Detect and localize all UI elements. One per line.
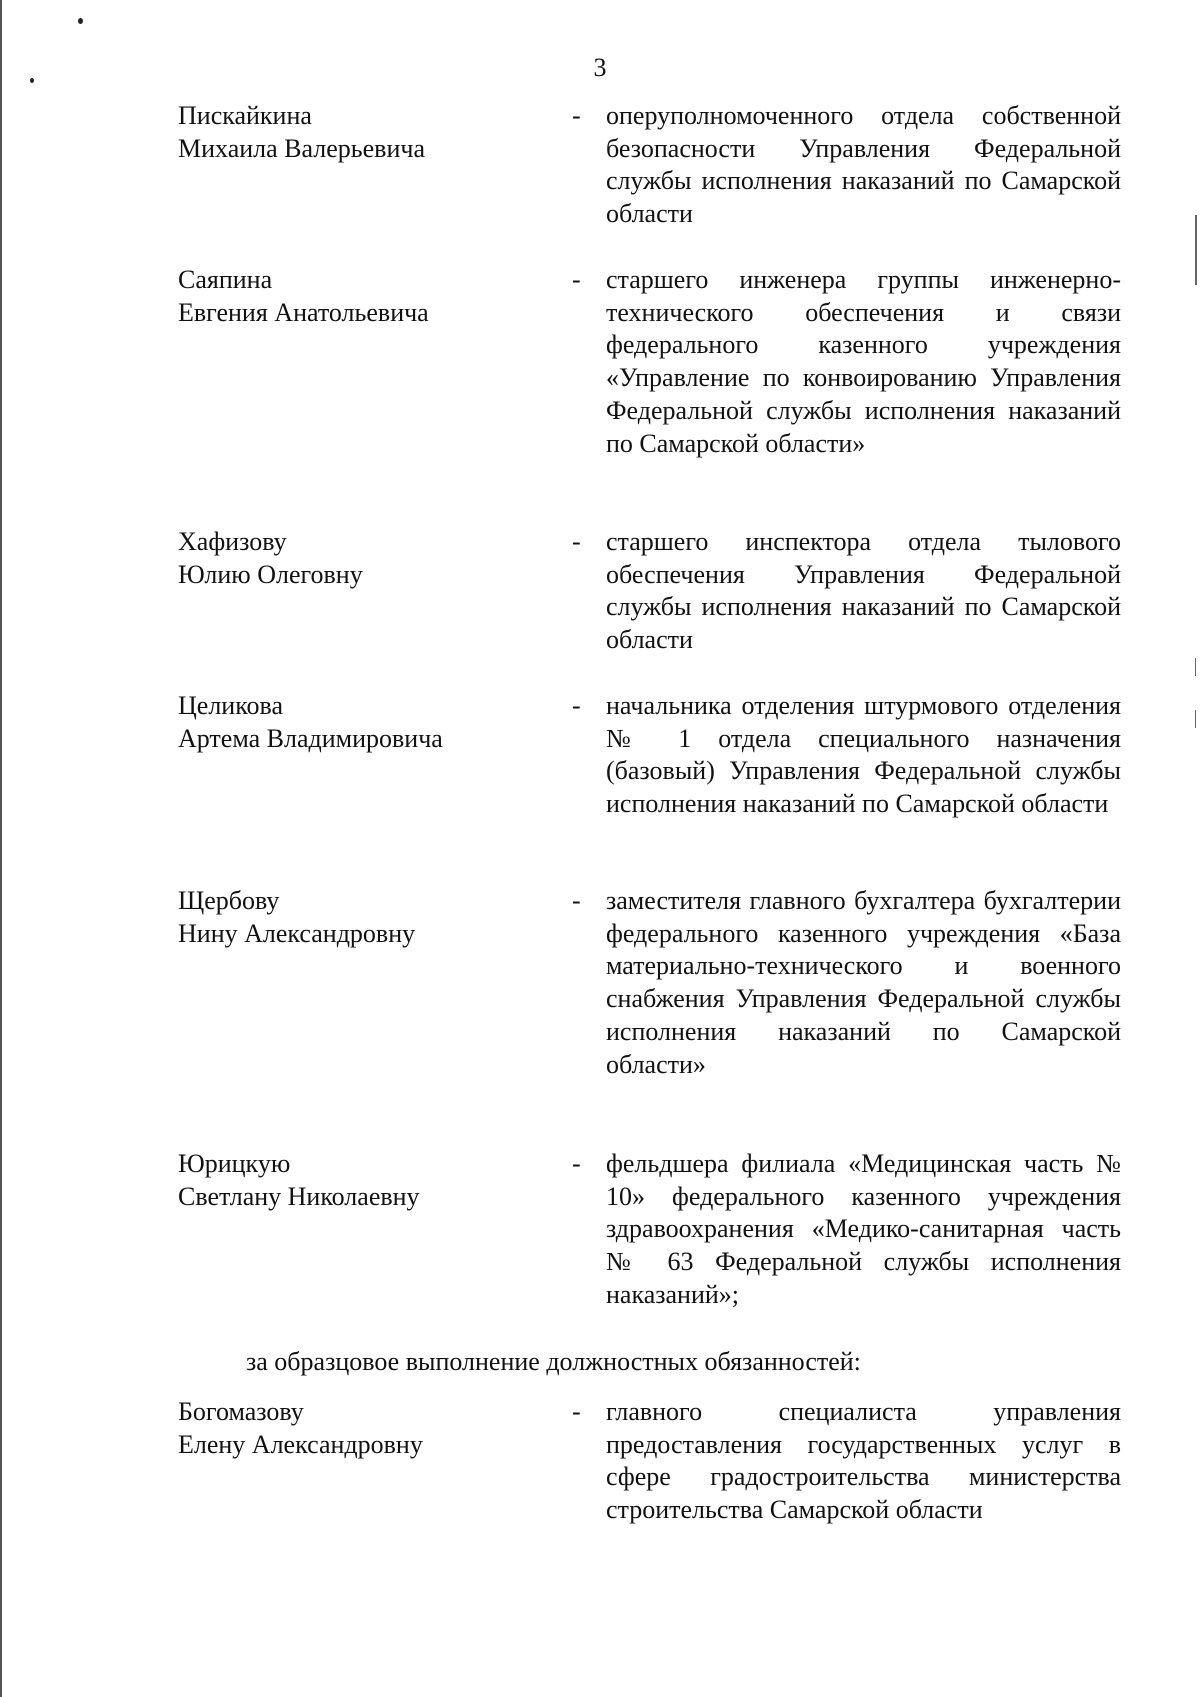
surname: Хафизову (178, 527, 287, 556)
given-names: Елену Александровну (178, 1429, 423, 1459)
given-names: Михаила Валерьевича (178, 133, 425, 163)
dash-separator: - (572, 265, 581, 294)
dash-separator: - (572, 1397, 581, 1426)
scan-left-edge (0, 0, 2, 1697)
scan-speck (78, 18, 83, 24)
dash-separator: - (572, 691, 581, 720)
person-name (178, 264, 558, 329)
scan-right-mark (1195, 658, 1196, 676)
person-name (178, 100, 558, 165)
surname: Юрицкую (178, 1149, 291, 1178)
dash-separator: - (572, 1149, 581, 1178)
person-name (178, 1148, 558, 1213)
given-names: Нину Александровну (178, 918, 416, 948)
surname: Целикова (178, 691, 283, 720)
position-description: старшего инженера группы инженерно-технического обеспечения и связи федерального казенного учреждения «Управление по конвоированию Управления Федеральной службы исполнения наказаний по Самарской области» (606, 265, 1121, 458)
surname: Саяпина (178, 265, 273, 294)
section-heading: за образцовое выполнение должностных обязанностей: (246, 1347, 861, 1376)
surname: Щербову (178, 886, 280, 915)
page-number: 3 (593, 53, 607, 82)
given-names: Юлию Олеговну (178, 559, 363, 589)
position-description: фельдшера филиала «Медицинская часть № 10» федерального казенного учреждения здравоохранения «Медико-санитарная часть № 63 Федеральной службы исполнения наказаний»; (606, 1149, 1121, 1309)
person-name (178, 690, 558, 755)
surname: Пискайкина (178, 101, 312, 130)
given-names: Артема Владимировича (178, 723, 443, 753)
person-name (178, 1396, 558, 1461)
given-names: Светлану Николаевну (178, 1181, 420, 1211)
position-description: оперуполномоченного отдела собственной безопасности Управления Федеральной службы исполнения наказаний по Самарской области (606, 101, 1121, 229)
position-description: заместителя главного бухгалтера бухгалтерии федерального казенного учреждения «База материально-технического и военного снабжения Управления Федеральной службы исполнения наказаний по Самарской области» (606, 886, 1121, 1079)
dash-separator: - (572, 527, 581, 556)
dash-separator: - (572, 886, 581, 915)
dash-separator: - (572, 101, 581, 130)
position-description: главного специалиста управления предоставления государственных услуг в сфере градостроительства министерства строительства Самарской области (606, 1397, 1121, 1525)
person-name (178, 885, 558, 950)
surname: Богомазову (178, 1397, 304, 1426)
position-description: старшего инспектора отдела тылового обеспечения Управления Федеральной службы исполнения наказаний по Самарской области (606, 527, 1121, 655)
given-names: Евгения Анатольевича (178, 297, 429, 327)
position-description: начальника отделения штурмового отделения № 1 отдела специального назначения (базовый) Управления Федеральной службы исполнения наказаний по Самарской области (606, 691, 1121, 819)
scan-right-mark (1195, 215, 1197, 285)
person-name (178, 526, 558, 591)
scan-right-mark (1195, 710, 1196, 728)
